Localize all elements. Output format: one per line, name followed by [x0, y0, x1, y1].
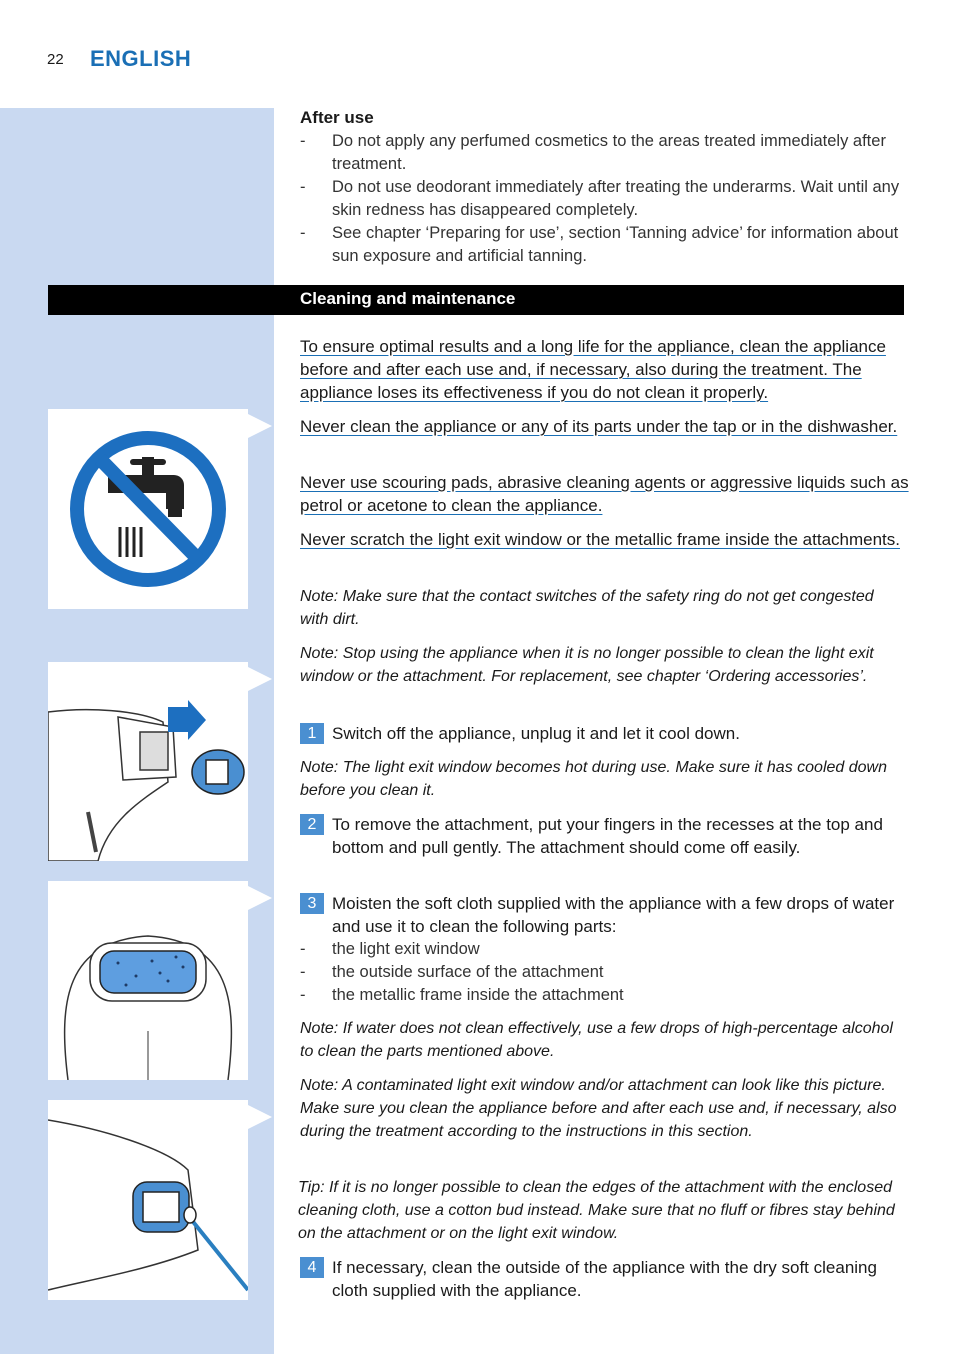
- dirty-window-illustration: [48, 881, 248, 1080]
- page-number: 22: [47, 51, 64, 68]
- note: Note: Stop using the appliance when it is no longer possible to clean the light exit window or the attachment. For replacement, see chapter ‘Ordering accessories’.: [300, 645, 874, 685]
- no-tap-water-illustration: [48, 409, 248, 609]
- step-text: Moisten the soft cloth supplied with the appliance with a few drops of water and use it to clean the following parts:: [332, 894, 895, 936]
- warning-paragraph: [300, 415, 910, 438]
- step-number: 4: [300, 1257, 324, 1278]
- remove-attachment-illustration: [48, 662, 248, 861]
- warning-text: Never use scouring pads, abrasive cleaning agents or aggressive liquids such as petrol or acetone to clean the appliance.: [300, 473, 909, 515]
- warning-text: Never clean the appliance or any of its parts under the tap or in the dishwasher.: [300, 417, 898, 436]
- step-number: 1: [300, 723, 324, 744]
- parts-list: [300, 938, 910, 1007]
- note: Note: Make sure that the contact switches of the safety ring do not get congested with dirt.: [300, 588, 874, 628]
- list-item: - Do not apply any perfumed cosmetics to the areas treated immediately after treatment.: [300, 130, 910, 176]
- pointer-notch: [248, 1105, 272, 1129]
- after-use-list: [300, 130, 910, 268]
- note: Note: If water does not clean effectively, use a few drops of high-percentage alcohol to clean the parts mentioned above.: [300, 1020, 893, 1060]
- list-item: - the light exit window: [300, 938, 910, 961]
- pointer-notch: [248, 414, 272, 438]
- step-text: If necessary, clean the outside of the appliance with the dry soft cleaning cloth supplied with the appliance.: [332, 1258, 877, 1300]
- after-use-heading: After use: [300, 108, 374, 127]
- step-number: 2: [300, 814, 324, 835]
- tip: Tip: If it is no longer possible to clean the edges of the attachment with the enclosed cleaning cloth, use a cotton bud instead. Make sure that no fluff or fibres stay behind on the attachment or on the light exit window.: [298, 1179, 895, 1242]
- cotton-bud-illustration: [48, 1100, 248, 1300]
- warning-paragraph: [300, 528, 910, 551]
- list-item: - the outside surface of the attachment: [300, 961, 910, 984]
- list-item: - the metallic frame inside the attachment: [300, 984, 910, 1007]
- list-item: - See chapter ‘Preparing for use’, section ‘Tanning advice’ for information about sun exposure and artificial tanning.: [300, 222, 910, 268]
- step-number: 3: [300, 893, 324, 914]
- step-text: To remove the attachment, put your fingers in the recesses at the top and bottom and pull gently. The attachment should come off easily.: [332, 815, 883, 857]
- language-heading: ENGLISH: [90, 46, 192, 71]
- note: Note: The light exit window becomes hot during use. Make sure it has cooled down before you clean it.: [300, 759, 887, 799]
- pointer-notch: [248, 667, 272, 691]
- pointer-notch: [248, 886, 272, 910]
- note: Note: A contaminated light exit window and/or attachment can look like this picture. Make sure you clean the appliance before and after each use and, if necessary, also during the treatment according to the instructions in this section.: [300, 1077, 897, 1140]
- section-bar: [48, 285, 904, 315]
- warning-paragraph: [300, 471, 910, 517]
- no-tap-water-icon: [48, 409, 248, 609]
- step-text: Switch off the appliance, unplug it and let it cool down.: [332, 724, 740, 743]
- warning-text: Never scratch the light exit window or the metallic frame inside the attachments.: [300, 530, 900, 549]
- intro-text: To ensure optimal results and a long life for the appliance, clean the appliance before and after each use and, if necessary, also during the treatment. The appliance loses its effectiveness if you do not clean it properly.: [300, 337, 886, 402]
- list-item: - Do not use deodorant immediately after treating the underarms. Wait until any skin redness has disappeared completely.: [300, 176, 910, 222]
- section-title: Cleaning and maintenance: [300, 289, 516, 308]
- intro-paragraph: [300, 335, 910, 404]
